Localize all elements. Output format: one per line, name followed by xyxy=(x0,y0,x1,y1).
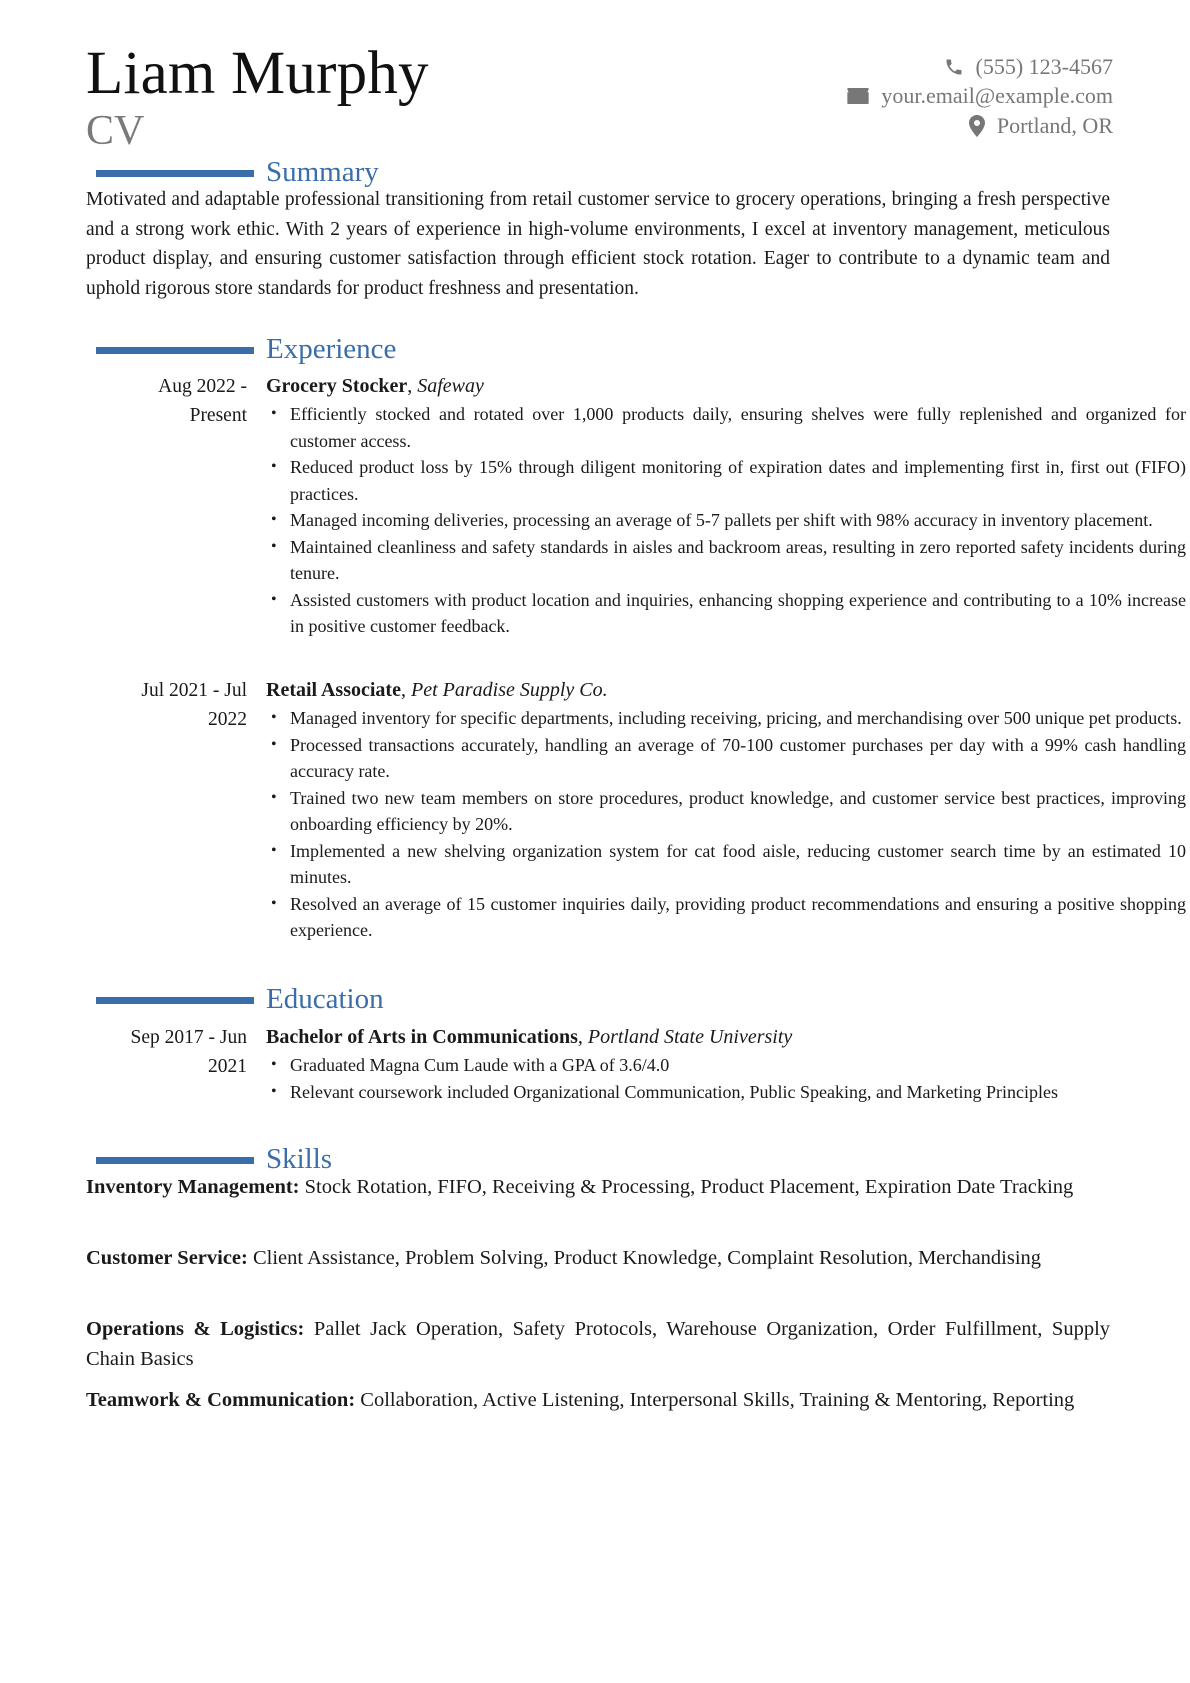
job-role: Grocery Stocker xyxy=(266,375,408,397)
list-item: • Maintained cleanliness and safety standards in aisles and backroom areas, resulting in zero reported safety incidents during tenure. xyxy=(266,534,1186,587)
education-heading xyxy=(96,980,384,1018)
section-bar xyxy=(96,997,254,1004)
skill-label: Operations & Logistics: xyxy=(86,1318,305,1340)
contact-location xyxy=(847,111,1113,141)
list-item: • Relevant coursework included Organizational Communication, Public Speaking, and Marketing Principles xyxy=(266,1079,1186,1106)
email-link[interactable]: your.email@example.com xyxy=(881,83,1113,109)
section-title: Skills xyxy=(266,1143,333,1175)
job-org: Pet Paradise Supply Co. xyxy=(410,679,608,701)
skill-group xyxy=(86,1244,1110,1274)
section-bar xyxy=(96,170,254,177)
list-item: • Managed inventory for specific departments, including receiving, pricing, and merchandising over 500 unique pet products. xyxy=(266,705,1186,732)
date-end: 2021 xyxy=(208,1056,247,1077)
skill-list: Collaboration, Active Listening, Interpersonal Skills, Training & Mentoring, Reporting xyxy=(360,1389,1075,1411)
date-start: Aug 2022 - xyxy=(158,376,247,397)
date-end: 2022 xyxy=(208,709,247,730)
list-item: • Efficiently stocked and rotated over 1,000 products daily, ensuring shelves were fully replenished and organized for customer access. xyxy=(266,401,1186,454)
education-body xyxy=(266,1023,1186,1105)
school: Portland State University xyxy=(587,1026,793,1048)
skill-group xyxy=(86,1315,1110,1374)
job-bullets xyxy=(266,705,1186,944)
list-item: • Managed incoming deliveries, processing an average of 5-7 pallets per shift with 98% accuracy in inventory placement. xyxy=(266,507,1186,534)
job-title-line: Grocery Stocker, Safeway xyxy=(266,375,484,397)
list-item: • Resolved an average of 15 customer inquiries daily, providing product recommendations and ensuring a positive shopping experience. xyxy=(266,891,1186,944)
skill-list: Pallet Jack Operation, Safety Protocols, Warehouse Organization, Order Fulfillment, Supply Chain Basics xyxy=(86,1318,1111,1370)
envelope-icon xyxy=(847,88,869,104)
date-end: Present xyxy=(189,405,247,426)
job-bullets xyxy=(266,401,1186,640)
contact-block xyxy=(847,52,1113,141)
job-body xyxy=(266,676,1186,944)
job-role: Retail Associate xyxy=(266,679,401,701)
location-text: Portland, OR xyxy=(996,112,1113,138)
document-subtitle: CV xyxy=(86,108,145,154)
skill-list: Stock Rotation, FIFO, Receiving & Processing, Product Placement, Expiration Date Tracking xyxy=(304,1176,1074,1198)
list-item: • Reduced product loss by 15% through diligent monitoring of expiration dates and implementing first in, first out (FIFO) practices. xyxy=(266,454,1186,507)
list-item: • Implemented a new shelving organization system for cat food aisle, reducing customer search time by an estimated 10 minutes. xyxy=(266,838,1186,891)
section-title: Experience xyxy=(266,333,397,365)
skill-group xyxy=(86,1386,1110,1416)
summary-text: Motivated and adaptable professional transitioning from retail customer service to grocery operations, bringing a fresh perspective and a strong work ethic. With 2 years of experience in high-volume environments, I excel at inventory management, meticulous product display, and ensuring customer satisfaction through efficient stock rotation. Eager to contribute to a dynamic team and uphold rigorous store standards for product freshness and presentation. xyxy=(86,189,1110,299)
skill-group xyxy=(86,1173,1110,1203)
education-bullets xyxy=(266,1052,1186,1105)
section-title: Summary xyxy=(266,156,379,188)
phone-text: (555) 123-4567 xyxy=(975,53,1113,79)
experience-heading xyxy=(96,330,396,368)
list-item: • Graduated Magna Cum Laude with a GPA of 3.6/4.0 xyxy=(266,1052,1186,1079)
job-dates xyxy=(86,676,247,734)
date-start: Jul 2021 - Jul xyxy=(141,680,247,701)
section-bar xyxy=(96,1157,254,1164)
section-title: Education xyxy=(266,983,384,1015)
candidate-name: Liam Murphy xyxy=(86,40,429,107)
section-bar xyxy=(96,347,254,354)
degree: Bachelor of Arts in Communications xyxy=(266,1026,578,1048)
degree-line: Bachelor of Arts in Communications, Portland State University xyxy=(266,1026,793,1048)
job-org: Safeway xyxy=(417,375,484,397)
contact-phone xyxy=(847,52,1113,82)
map-pin-icon xyxy=(969,115,985,137)
date-start: Sep 2017 - Jun xyxy=(130,1027,247,1048)
list-item: • Trained two new team members on store procedures, product knowledge, and customer service best practices, improving onboarding efficiency by 20%. xyxy=(266,785,1186,838)
phone-icon xyxy=(944,57,964,77)
list-item: • Processed transactions accurately, handling an average of 70-100 customer purchases per day with a 99% cash handling accuracy rate. xyxy=(266,732,1186,785)
job-dates xyxy=(86,372,247,430)
contact-email xyxy=(847,82,1113,112)
skill-label: Inventory Management: xyxy=(86,1176,300,1198)
list-item: • Assisted customers with product location and inquiries, enhancing shopping experience and contributing to a 10% increase in positive customer feedback. xyxy=(266,587,1186,640)
job-title-line: Retail Associate, Pet Paradise Supply Co. xyxy=(266,679,608,701)
skill-list: Client Assistance, Problem Solving, Product Knowledge, Complaint Resolution, Merchandising xyxy=(252,1247,1042,1269)
job-body xyxy=(266,372,1186,640)
education-dates xyxy=(86,1023,247,1081)
skill-label: Teamwork & Communication: xyxy=(86,1389,356,1411)
skill-label: Customer Service: xyxy=(86,1247,248,1269)
